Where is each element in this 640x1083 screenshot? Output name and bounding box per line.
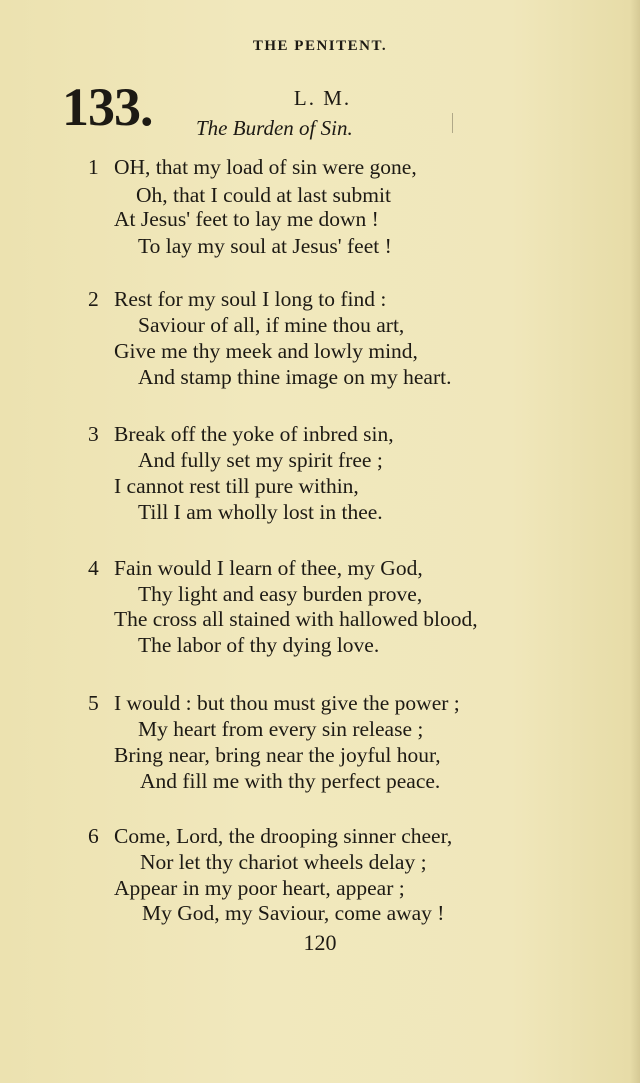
verse-line: Nor let thy chariot wheels delay ; xyxy=(140,850,427,874)
verse-line: At Jesus' feet to lay me down ! xyxy=(114,207,379,231)
verse-number: 3 xyxy=(88,422,99,446)
verse-line: I cannot rest till pure within, xyxy=(114,474,359,498)
verse-line: Till I am wholly lost in thee. xyxy=(138,500,383,524)
verse-number: 1 xyxy=(88,155,99,179)
verse-line: Come, Lord, the drooping sinner cheer, xyxy=(114,824,453,848)
verse-line: Saviour of all, if mine thou art, xyxy=(138,313,405,337)
verse-line: My God, my Saviour, come away ! xyxy=(142,901,445,925)
page-edge-shadow xyxy=(630,0,640,1083)
verse-line: Fain would I learn of thee, my God, xyxy=(114,556,423,580)
print-mark xyxy=(452,113,453,133)
verse-line: Oh, that I could at last submit xyxy=(136,183,391,207)
verse-number: 6 xyxy=(88,824,99,848)
page-number: 120 xyxy=(303,930,337,955)
verse-line: Rest for my soul I long to find : xyxy=(114,287,387,311)
verse-line: And fill me with thy perfect peace. xyxy=(140,769,441,793)
verse-line: Give me thy meek and lowly mind, xyxy=(114,339,418,363)
hymn-title: The Burden of Sin. xyxy=(196,116,353,140)
verse-line: And fully set my spirit free ; xyxy=(138,448,383,472)
hymn-number: 133. xyxy=(62,77,153,137)
verse-line: My heart from every sin release ; xyxy=(138,717,424,741)
verse-line: The labor of thy dying love. xyxy=(138,633,380,657)
verse-line: Appear in my poor heart, appear ; xyxy=(114,876,405,900)
hymn-meter: L. M. xyxy=(293,86,352,110)
verse-line: OH, that my load of sin were gone, xyxy=(114,155,417,179)
verse-number: 5 xyxy=(88,691,99,715)
verse-number: 2 xyxy=(88,287,99,311)
verse-line: Thy light and easy burden prove, xyxy=(138,582,423,606)
verse-line: To lay my soul at Jesus' feet ! xyxy=(138,234,392,258)
running-header: THE PENITENT. xyxy=(252,38,388,54)
verse-number: 4 xyxy=(88,556,99,580)
verse-line: I would : but thou must give the power ; xyxy=(114,691,460,715)
verse-line: The cross all stained with hallowed blood, xyxy=(114,607,478,631)
verse-line: Bring near, bring near the joyful hour, xyxy=(114,743,441,767)
verse-line: And stamp thine image on my heart. xyxy=(138,365,452,389)
verse-line: Break off the yoke of inbred sin, xyxy=(114,422,394,446)
